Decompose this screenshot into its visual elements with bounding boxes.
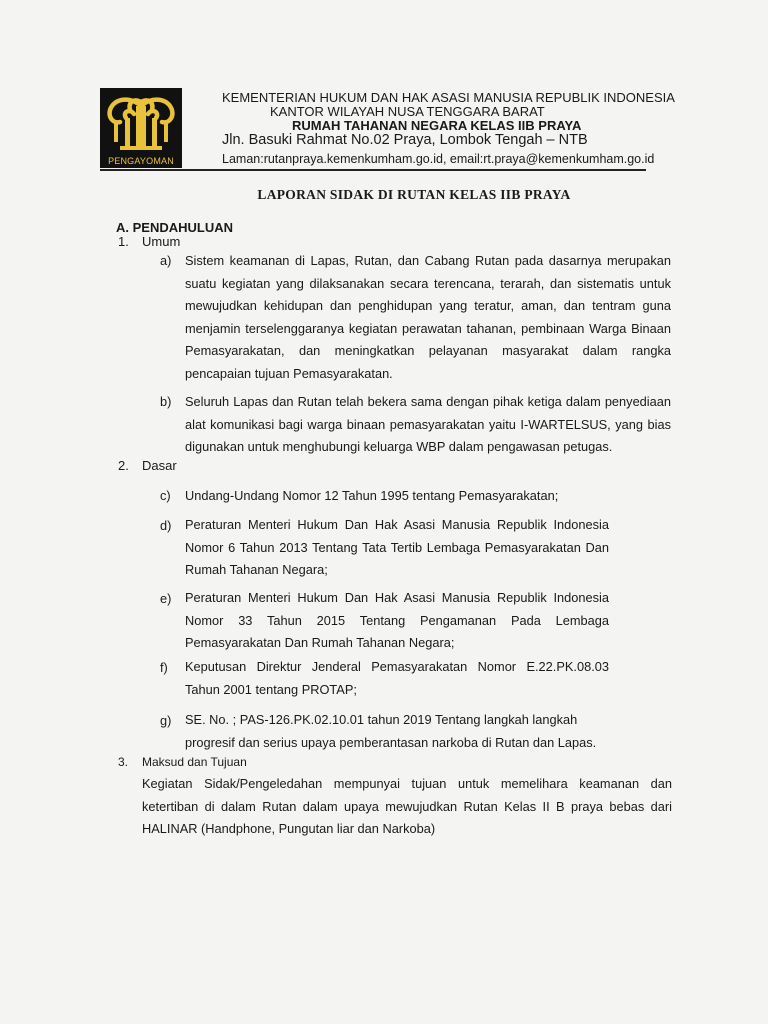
list-item <box>185 391 671 459</box>
list-item-text: Peraturan Menteri Hukum Dan Hak Asasi Manusia Republik Indonesia Nomor 6 Tahun 2013 Tentang Tata Tertib Lembaga Pemasyarakatan Dan Rumah Tahanan Negara; <box>185 517 609 577</box>
ministry-name: KEMENTERIAN HUKUM DAN HAK ASASI MANUSIA REPUBLIK INDONESIA <box>222 90 675 105</box>
paragraph <box>142 773 672 841</box>
regional-office: KANTOR WILAYAH NUSA TENGGARA BARAT <box>270 104 545 119</box>
list-marker: b) <box>160 394 172 409</box>
list-item-text: Keputusan Direktur Jenderal Pemasyarakatan Nomor E.22.PK.08.03 Tahun 2001 tentang PROTAP; <box>185 659 609 697</box>
subsection-number: 2. <box>118 458 129 473</box>
list-item-text: Sistem keamanan di Lapas, Rutan, dan Cabang Rutan pada dasarnya merupakan suatu kegiatan yang dilaksanakan secara terencana, terarah, dan sistematis untuk mewujudkan kehidupan dan penghidupan yang teratur, aman, dan tentram guna menjamin terselenggaranya kegiatan perawatan tahanan, pembinaan Warga Binaan Pemasyarakatan, dan meningkatkan pelayanan masyarakat dalam rangka pencapaian tujuan Pemasyarakatan. <box>185 253 671 381</box>
document-title: LAPORAN SIDAK DI RUTAN KELAS IIB PRAYA <box>257 187 571 202</box>
list-item <box>185 656 609 701</box>
subsection-label: Dasar <box>142 458 177 473</box>
list-marker: g) <box>160 713 172 728</box>
list-marker: f) <box>160 660 168 675</box>
list-item-text: Undang-Undang Nomor 12 Tahun 1995 tentang Pemasyarakatan; <box>185 488 559 503</box>
subsection-label: Maksud dan Tujuan <box>142 755 247 769</box>
logo-caption: PENGAYOMAN <box>108 156 174 166</box>
section-heading: A. PENDAHULUAN <box>116 220 233 235</box>
institution-name: RUMAH TAHANAN NEGARA KELAS IIB PRAYA <box>292 118 582 133</box>
contact-info: Laman:rutanpraya.kemenkumham.go.id, email:rt.praya@kemenkumham.go.id <box>222 152 655 166</box>
list-item <box>185 250 671 385</box>
list-item-text: Peraturan Menteri Hukum Dan Hak Asasi Manusia Republik Indonesia Nomor 33 Tahun 2015 Tentang Pengamanan Pada Lembaga Pemasyarakatan Dan Rumah Tahanan Negara; <box>185 590 609 650</box>
list-marker: c) <box>160 488 171 503</box>
address: Jln. Basuki Rahmat No.02 Praya, Lombok Tengah – NTB <box>222 132 588 148</box>
list-item <box>185 587 609 655</box>
list-item-text: SE. No. ; PAS-126.PK.02.10.01 tahun 2019 Tentang langkah langkah progresif dan serius upaya pemberantasan narkoba di Rutan dan Lapas. <box>185 712 597 750</box>
list-marker: e) <box>160 591 172 606</box>
subsection-label: Umum <box>142 234 181 249</box>
paragraph-text: Kegiatan Sidak/Pengeledahan mempunyai tujuan untuk memelihara keamanan dan ketertiban di dalam Rutan dalam upaya mewujudkan Rutan Kelas II B praya bebas dari HALINAR (Handphone, Pungutan liar dan Narkoba) <box>142 776 672 836</box>
list-marker: a) <box>160 253 172 268</box>
list-marker: d) <box>160 518 172 533</box>
letterhead-divider <box>100 169 646 171</box>
subsection-number: 3. <box>118 755 129 769</box>
list-item <box>185 485 615 508</box>
list-item-text: Seluruh Lapas dan Rutan telah bekera sama dengan pihak ketiga dalam penyediaan alat komunikasi bagi warga binaan pemasyarakatan yaitu I-WARTELSUS, yang bias digunakan untuk menghubungi keluarga WBP dalam pengawasan petugas. <box>185 394 671 454</box>
pengayoman-logo <box>100 88 182 168</box>
list-item <box>185 514 609 582</box>
subsection-number: 1. <box>118 234 129 249</box>
list-item <box>185 709 615 754</box>
